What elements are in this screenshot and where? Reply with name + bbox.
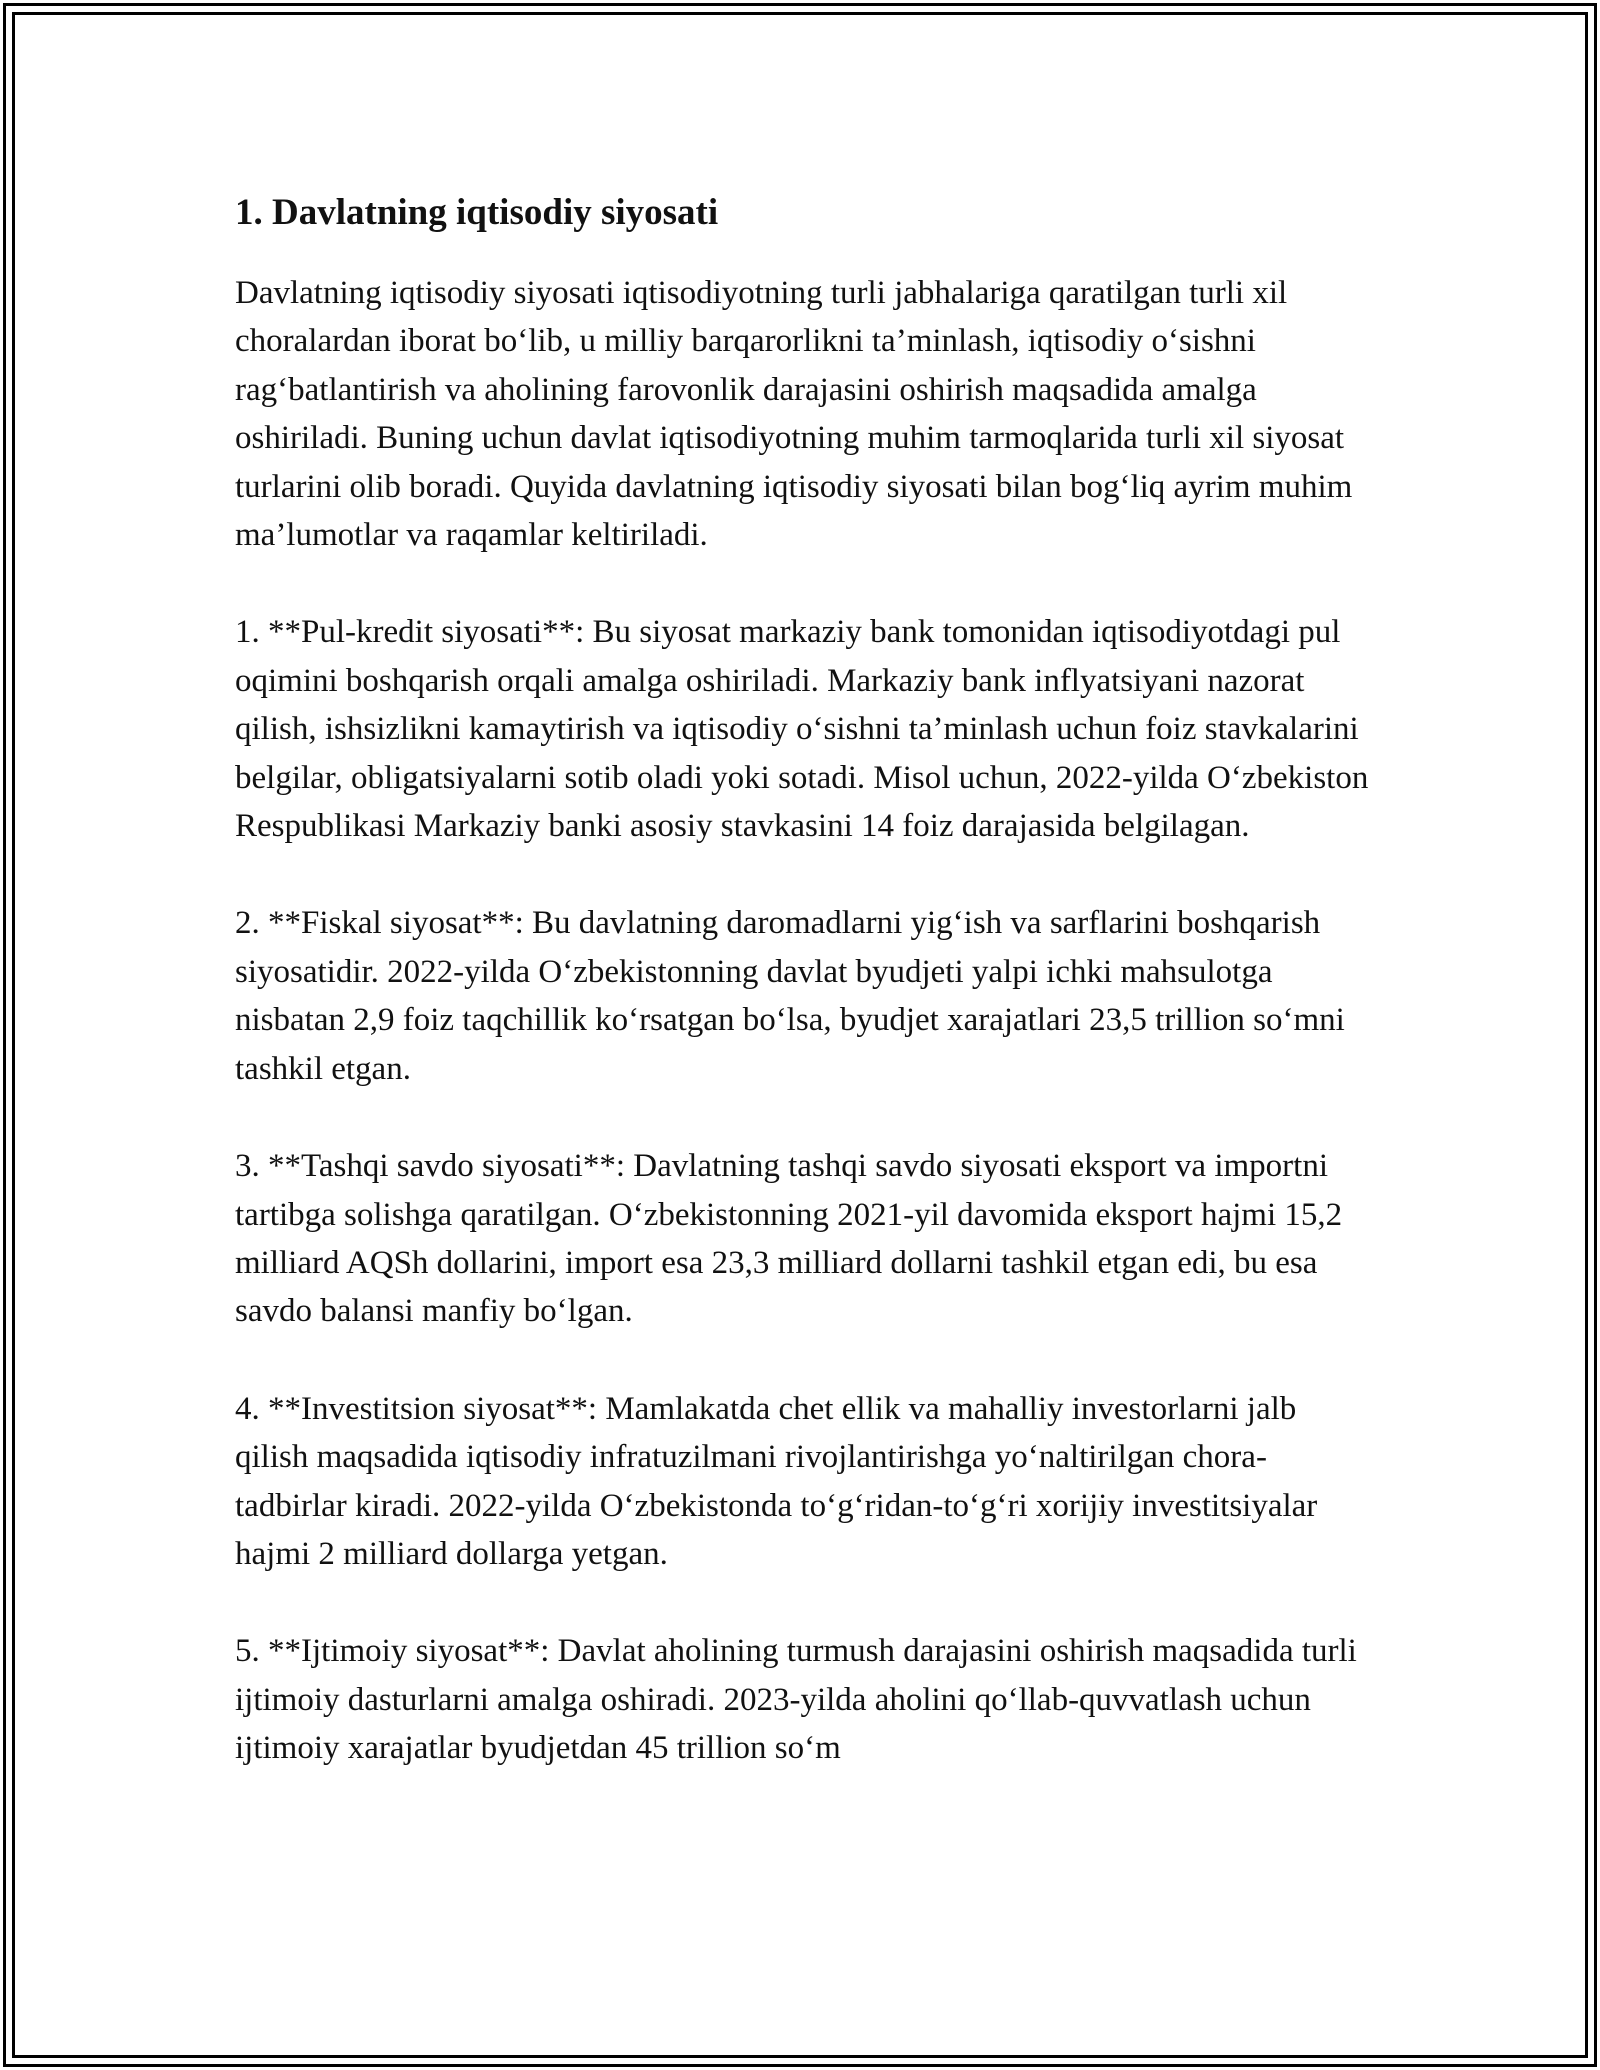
investment-policy-paragraph: 4. **Investitsion siyosat**: Mamlakatda chet ellik va mahalliy investorlarni jalb qilish maqsadida iqtisodiy infratuzilmani rivojlantirishga yo‘naltirilgan chora-tadbirlar kiradi. 2022-yilda O‘zbekistonda to‘g‘ridan-to‘g‘ri xorijiy investitsiyalar hajmi 2 milliard dollarga yetgan. [235,1390,1318,1572]
social-policy-paragraph: 5. **Ijtimoiy siyosat**: Davlat aholining turmush darajasini oshirish maqsadida turli ijtimoiy dasturlarni amalga oshiradi. 2023-yilda aholini qo‘llab-quvvatlash uchun ijtimoiy xarajatlar byudjetdan 45 trillion so‘m [235,1633,1357,1767]
fiscal-policy-paragraph: 2. **Fiskal siyosat**: Bu davlatning daromadlarni yig‘ish va sarflarini boshqarish siyosatidir. 2022-yilda O‘zbekistonning davlat byudjeti yalpi ichki mahsulotga nisbatan 2,9 foiz taqchillik ko‘rsatgan bo‘lsa, byudjet xarajatlari 23,5 trillion so‘mni tashkil etgan. [235,905,1345,1087]
document-title: 1. Davlatning iqtisodiy siyosati [235,192,719,233]
document-body [235,185,1375,1822]
monetary-policy-paragraph: 1. **Pul-kredit siyosati**: Bu siyosat markaziy bank tomonidan iqtisodiyotdagi pul oqimini boshqarish orqali amalga oshiriladi. Markaziy bank inflyatsiyani nazorat qilish, ishsizlikni kamaytirish va iqtisodiy o‘sishni ta’minlash uchun foiz stavkalarini belgilar, obligatsiyalarni sotib oladi yoki sotadi. Misol uchun, 2022-yilda O‘zbekiston Respublikasi Markaziy banki asosiy stavkasini 14 foiz darajasida belgilagan. [235,614,1369,845]
intro-paragraph: Davlatning iqtisodiy siyosati iqtisodiyotning turli jabhalariga qaratilgan turli xil choralardan iborat bo‘lib, u milliy barqarorlikni ta’minlash, iqtisodiy o‘sishni rag‘batlantirish va aholining farovonlik darajasini oshirish maqsadida amalga oshiriladi. Buning uchun davlat iqtisodiyotning muhim tarmoqlarida turli xil siyosat turlarini olib boradi. Quyida davlatning iqtisodiy siyosati bilan bog‘liq ayrim muhim ma’lumotlar va raqamlar keltiriladi. [235,275,1353,554]
foreign-trade-paragraph: 3. **Tashqi savdo siyosati**: Davlatning tashqi savdo siyosati eksport va importni tartibga solishga qaratilgan. O‘zbekistonning 2021-yil davomida eksport hajmi 15,2 milliard AQSh dollarini, import esa 23,3 milliard dollarni tashkil etgan edi, bu esa savdo balansi manfiy bo‘lgan. [235,1148,1343,1330]
